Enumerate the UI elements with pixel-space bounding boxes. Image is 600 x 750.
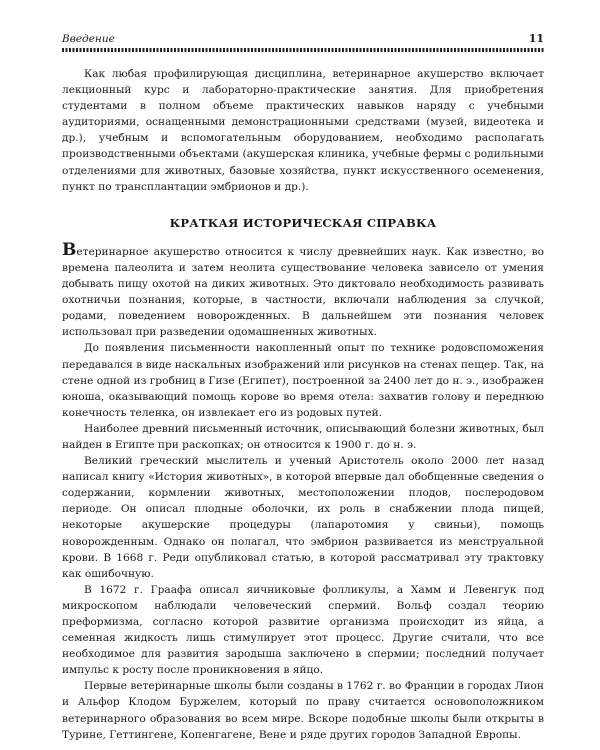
book-page	[62, 30, 544, 743]
paragraph-1-text: етеринарное акушерство относится к числу древнейших наук. Как известно, во времена палеолита и затем неолита существование человека зависело от умения добывать пищу охотой на диких животных. Это диктовало необходимость развивать охотничьи познания, которые, в частности, включали наблюдения за случкой, родами, поведением новорожденных. В дальнейшем эти познания человек использовал при разведении одомашненных животных.	[62, 245, 544, 339]
drop-initial: В	[62, 239, 77, 260]
paragraph-2: До появления письменности накопленный опыт по технике родовспоможения передавался в виде наскальных изображений или рисунков на стенах пещер. Так, на стене одной из гробниц в Гизе (Египет), построенной за 2400 лет до н. э., изображен юноша, оказывающий помощь корове во время отела: захватив голову и переднюю конечность теленка, он извлекает его из родовых путей.	[62, 342, 544, 419]
section-heading: КРАТКАЯ ИСТОРИЧЕСКАЯ СПРАВКА	[169, 215, 437, 230]
page-number: 11	[528, 32, 544, 45]
running-head	[62, 30, 544, 48]
paragraph-1	[62, 239, 544, 341]
body-text	[62, 66, 544, 743]
header-rule	[62, 48, 544, 52]
paragraph-4: Великий греческий мыслитель и ученый Аристотель около 2000 лет назад написал книгу «История животных», в которой впервые дал обобщенные сведения о содержании, кормлении животных, местоположении плодов, послеродовом периоде. Он описал плодные оболочки, их роль в снабжении плода пищей, некоторые акушерские процедуры (лапаротомия у свиньи), помощь новорожденным. Однако он полагал, что эмбрион развивается из менструальной крови. В 1668 г. Реди опубликовал статью, в которой рассматривал эту трактовку как ошибочную.	[62, 455, 544, 580]
paragraph-6: Первые ветеринарные школы были созданы в 1762 г. во Франции в городах Лион и Альфор Клодом Буржелем, который по праву считается основоположником ветеринарного образования во всем мире. Вскоре подобные школы были открыты в Турине, Геттингене, Копенгагене, Вене и ряде других городов Западной Европы.	[62, 680, 544, 741]
intro-paragraph: Как любая профилирующая дисциплина, ветеринарное акушерство включает лекционный курс и лабораторно-практические занятия. Для приобретения студентами в полном объеме практических навыков наряду с учебными аудиториями, оснащенными демонстрационными средствами (музей, видеотека и др.), учебным и вспомогательным оборудованием, необходимо располагать производственными объектами (акушерская клиника, учебные фермы с родильными отделениями для животных, базовые хозяйства, пункт искусственного осеменения, пункт по трансплантации эмбрионов и др.).	[62, 68, 544, 193]
paragraph-5: В 1672 г. Граафа описал яичниковые фолликулы, а Хамм и Левенгук под микроскопом наблюдали человеческий спермий. Вольф создал теорию преформизма, согласно которой развитие организма происходит из яйца, а семенная жидкость лишь стимулирует этот процесс. Другие считали, что все необходимое для развития зародыша заключено в спермии; последний получает импульс к росту после проникновения в яйцо.	[62, 583, 544, 677]
running-head-section: Введение	[62, 33, 115, 45]
paragraph-3: Наиболее древний письменный источник, описывающий болезни животных, был найден в Египте при раскопках; он относится к 1900 г. до н. э.	[62, 422, 544, 451]
